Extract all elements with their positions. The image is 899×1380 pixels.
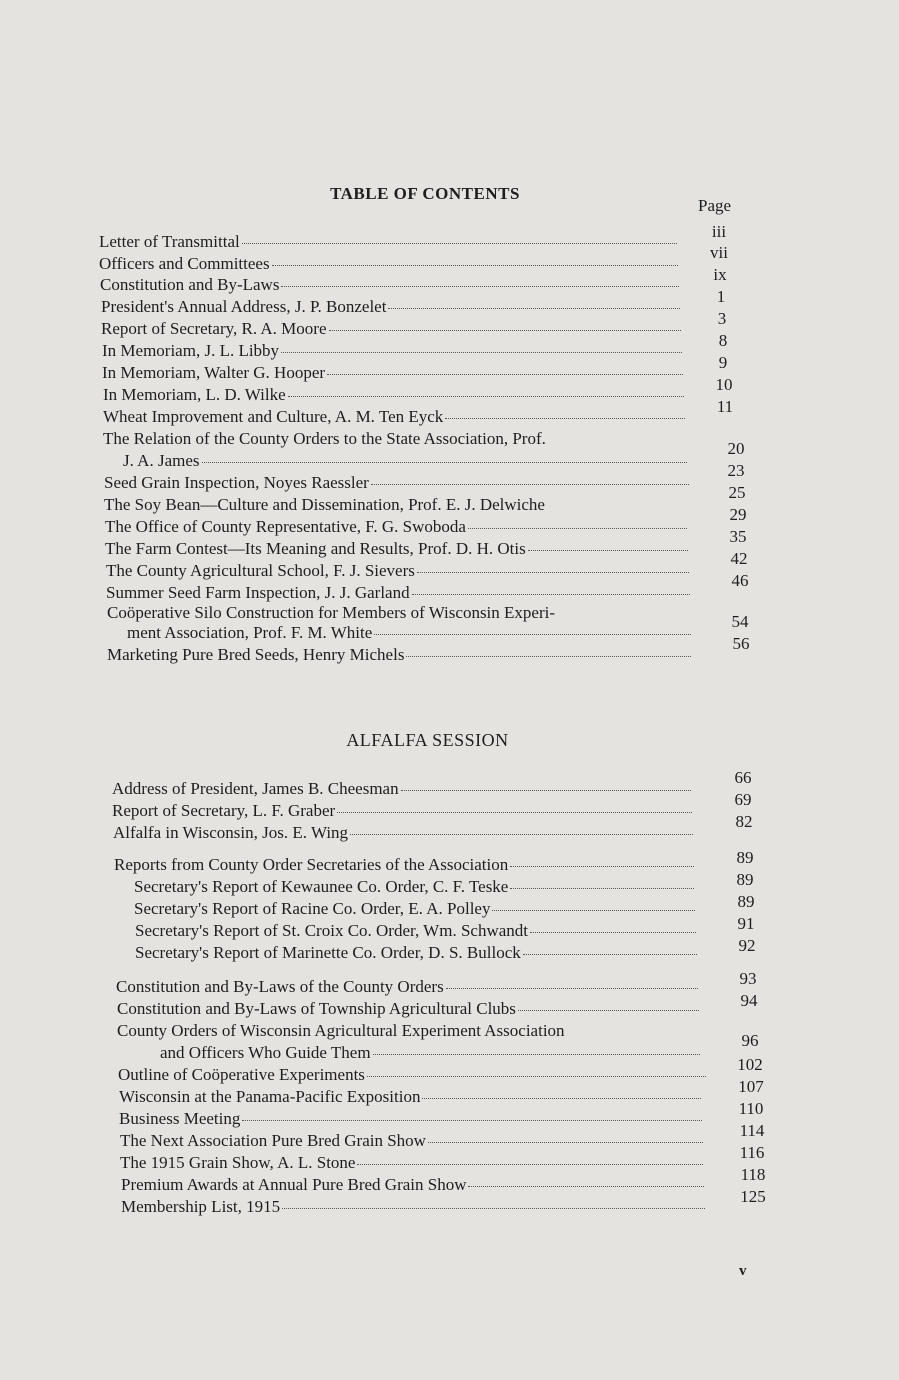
toc-page-number: 102	[737, 1055, 763, 1074]
leader-dots	[468, 527, 687, 529]
toc-page-number: 94	[740, 991, 758, 1010]
toc-page-number: 8	[718, 331, 728, 350]
toc-entry	[107, 644, 693, 665]
toc-entry	[113, 822, 695, 843]
leader-dots	[242, 242, 677, 244]
leader-dots	[445, 417, 685, 419]
toc-page-number: 92	[738, 936, 756, 955]
toc-entry	[121, 1174, 706, 1195]
toc-entry-text: In Memoriam, Walter G. Hooper	[102, 363, 326, 382]
leader-dots	[337, 811, 692, 813]
leader-dots	[327, 373, 683, 375]
toc-page-number: 35	[729, 527, 747, 546]
toc-page-number: 10	[715, 375, 733, 394]
toc-entry-text: Wheat Improvement and Culture, A. M. Ten Eyck	[103, 407, 444, 426]
toc-entry	[120, 1152, 705, 1173]
toc-page-number: 20	[727, 439, 745, 458]
leader-dots	[523, 953, 697, 955]
leader-dots	[417, 571, 689, 573]
toc-entry	[118, 1064, 708, 1085]
leader-dots	[401, 789, 691, 791]
toc-entry-text: Officers and Committees	[99, 254, 270, 273]
toc-entry	[101, 296, 682, 317]
toc-entry	[102, 362, 685, 383]
toc-entry	[104, 494, 684, 515]
toc-page-number: 54	[731, 612, 749, 631]
toc-entry	[99, 231, 679, 252]
toc-entry-text: Secretary's Report of Marinette Co. Order, D. S. Bullock	[135, 943, 521, 962]
toc-page-number: 89	[736, 870, 754, 889]
toc-entry	[103, 384, 686, 405]
toc-entry	[119, 1108, 704, 1129]
leader-dots	[510, 865, 694, 867]
toc-entry	[102, 340, 684, 361]
leader-dots	[406, 655, 691, 657]
toc-entry	[104, 472, 691, 493]
toc-entry-text: Marketing Pure Bred Seeds, Henry Michels	[107, 645, 405, 664]
leader-dots	[422, 1097, 701, 1099]
toc-entry	[103, 428, 693, 449]
toc-page-number: 110	[738, 1099, 764, 1118]
leader-dots	[528, 549, 688, 551]
toc-entry-text: and Officers Who Guide Them	[160, 1043, 371, 1062]
toc-page-number: 29	[729, 505, 747, 524]
leader-dots	[492, 909, 695, 911]
leader-dots	[518, 1009, 699, 1011]
toc-entry	[134, 898, 697, 919]
toc-entry-text: In Memoriam, J. L. Libby	[102, 341, 280, 360]
toc-entry-text: The Farm Contest—Its Meaning and Results, Prof. D. H. Otis	[105, 539, 526, 558]
toc-entry-text: Letter of Transmittal	[99, 232, 240, 251]
toc-page-number: vii	[710, 243, 728, 262]
section-heading: ALFALFA SESSION	[346, 730, 509, 750]
leader-dots	[288, 395, 684, 397]
leader-dots	[412, 593, 690, 595]
toc-entry-text: Seed Grain Inspection, Noyes Raessler	[104, 473, 369, 492]
toc-entry-text: Secretary's Report of Racine Co. Order, E. A. Polley	[134, 899, 491, 918]
toc-entry	[135, 942, 699, 963]
leader-dots	[282, 1207, 705, 1209]
toc-page-number: 3	[717, 309, 727, 328]
toc-page-number: ix	[713, 265, 727, 284]
toc-entry-text: The Office of County Representative, F. G. Swoboda	[105, 517, 466, 536]
leader-dots	[272, 264, 678, 266]
toc-page-number: 125	[740, 1187, 766, 1206]
toc-entry-text: President's Annual Address, J. P. Bonzelet	[101, 297, 387, 316]
toc-entry-text: Reports from County Order Secretaries of the Association	[114, 855, 509, 874]
toc-entry-text: Coöperative Silo Construction for Members of Wisconsin Experi-	[107, 603, 556, 622]
toc-entry-text: The Next Association Pure Bred Grain Show	[120, 1131, 426, 1150]
toc-entry	[103, 406, 687, 427]
toc-page-number: 89	[737, 892, 755, 911]
toc-entry-text: The County Agricultural School, F. J. Sievers	[106, 561, 415, 580]
leader-dots	[373, 1053, 700, 1055]
toc-entry-text: County Orders of Wisconsin Agricultural Experiment Association	[117, 1021, 565, 1040]
toc-entry	[117, 998, 701, 1019]
leader-dots	[242, 1119, 702, 1121]
leader-dots	[510, 887, 694, 889]
toc-entry-text: Wisconsin at the Panama-Pacific Exposition	[119, 1087, 421, 1106]
leader-dots	[281, 285, 679, 287]
toc-entry	[112, 800, 694, 821]
toc-page-number: 9	[718, 353, 728, 372]
leader-dots	[281, 351, 682, 353]
leader-dots	[367, 1075, 706, 1077]
toc-page-number: 66	[734, 768, 752, 787]
toc-entry-text: In Memoriam, L. D. Wilke	[103, 385, 286, 404]
toc-entry-text: The Relation of the County Orders to the State Association, Prof.	[103, 429, 546, 448]
toc-page-number: 107	[738, 1077, 764, 1096]
toc-entry	[105, 516, 689, 537]
toc-entry-text: Address of President, James B. Cheesman	[112, 779, 399, 798]
toc-page-number: 69	[734, 790, 752, 809]
leader-dots	[530, 931, 696, 933]
toc-entry-continuation	[127, 622, 693, 643]
toc-entry	[107, 602, 697, 623]
toc-entry	[99, 253, 680, 274]
toc-page-number: 82	[735, 812, 753, 831]
leader-dots	[468, 1185, 704, 1187]
toc-page-number: 56	[732, 634, 750, 653]
toc-page-number: 118	[740, 1165, 766, 1184]
toc-page-number: 93	[739, 969, 757, 988]
toc-entry	[117, 1020, 707, 1041]
leader-dots	[371, 483, 689, 485]
leader-dots	[428, 1141, 703, 1143]
toc-entry	[120, 1130, 705, 1151]
toc-entry-text: Business Meeting	[119, 1109, 241, 1128]
page-folio: v	[739, 1263, 747, 1279]
toc-entry-text: The Soy Bean—Culture and Dissemination, Prof. E. J. Delwiche	[104, 495, 545, 514]
toc-page-number: 91	[737, 914, 755, 933]
leader-dots	[329, 329, 681, 331]
toc-page-number: 116	[739, 1143, 765, 1162]
toc-page-number: 46	[731, 571, 749, 590]
toc-entry	[106, 560, 691, 581]
toc-entry-text: Alfalfa in Wisconsin, Jos. E. Wing	[113, 823, 349, 842]
toc-entry-text: Constitution and By-Laws	[100, 275, 280, 294]
leader-dots	[446, 987, 698, 989]
leader-dots	[388, 307, 680, 309]
toc-entry-text: Constitution and By-Laws of the County Orders	[116, 977, 444, 996]
toc-entry-text: Report of Secretary, R. A. Moore	[101, 319, 327, 338]
toc-entry-text: The 1915 Grain Show, A. L. Stone	[120, 1153, 356, 1172]
toc-entry	[100, 274, 681, 295]
toc-entry-text: Outline of Coöperative Experiments	[118, 1065, 365, 1084]
toc-page-number: 89	[736, 848, 754, 867]
leader-dots	[374, 633, 691, 635]
toc-entry	[106, 582, 692, 603]
toc-page-number: 11	[716, 397, 734, 416]
toc-page-number: 23	[727, 461, 745, 480]
toc-entry-text: Secretary's Report of St. Croix Co. Order, Wm. Schwandt	[135, 921, 529, 940]
toc-page-number: 42	[730, 549, 748, 568]
toc-entry	[112, 778, 693, 799]
toc-entry	[121, 1196, 707, 1217]
leader-dots	[202, 461, 688, 463]
toc-entry-text: Report of Secretary, L. F. Graber	[112, 801, 336, 820]
toc-entry-text: Premium Awards at Annual Pure Bred Grain Show	[121, 1175, 467, 1194]
page-title: TABLE OF CONTENTS	[330, 184, 520, 203]
toc-entry	[105, 538, 690, 559]
toc-entry-text: Membership List, 1915	[121, 1197, 281, 1216]
toc-entry-continuation	[123, 450, 689, 471]
page-column-label: Page	[698, 196, 732, 215]
toc-entry	[135, 920, 698, 941]
toc-entry-text: ment Association, Prof. F. M. White	[127, 623, 373, 642]
toc-entry	[134, 876, 696, 897]
toc-entry-text: J. A. James	[123, 451, 200, 470]
toc-page-number: 96	[741, 1031, 759, 1050]
leader-dots	[357, 1163, 703, 1165]
leader-dots	[350, 833, 693, 835]
toc-entry	[119, 1086, 703, 1107]
toc-page-number: iii	[711, 222, 727, 241]
toc-entry-text: Summer Seed Farm Inspection, J. J. Garland	[106, 583, 410, 602]
toc-page-number: 25	[728, 483, 746, 502]
toc-entry	[101, 318, 683, 339]
toc-entry-text: Secretary's Report of Kewaunee Co. Order, C. F. Teske	[134, 877, 509, 896]
toc-entry-continuation	[160, 1042, 702, 1063]
toc-page-number: 1	[716, 287, 726, 306]
toc-entry	[116, 976, 700, 997]
toc-page-number: 114	[739, 1121, 765, 1140]
toc-entry-text: Constitution and By-Laws of Township Agricultural Clubs	[117, 999, 516, 1018]
toc-entry	[114, 854, 696, 875]
